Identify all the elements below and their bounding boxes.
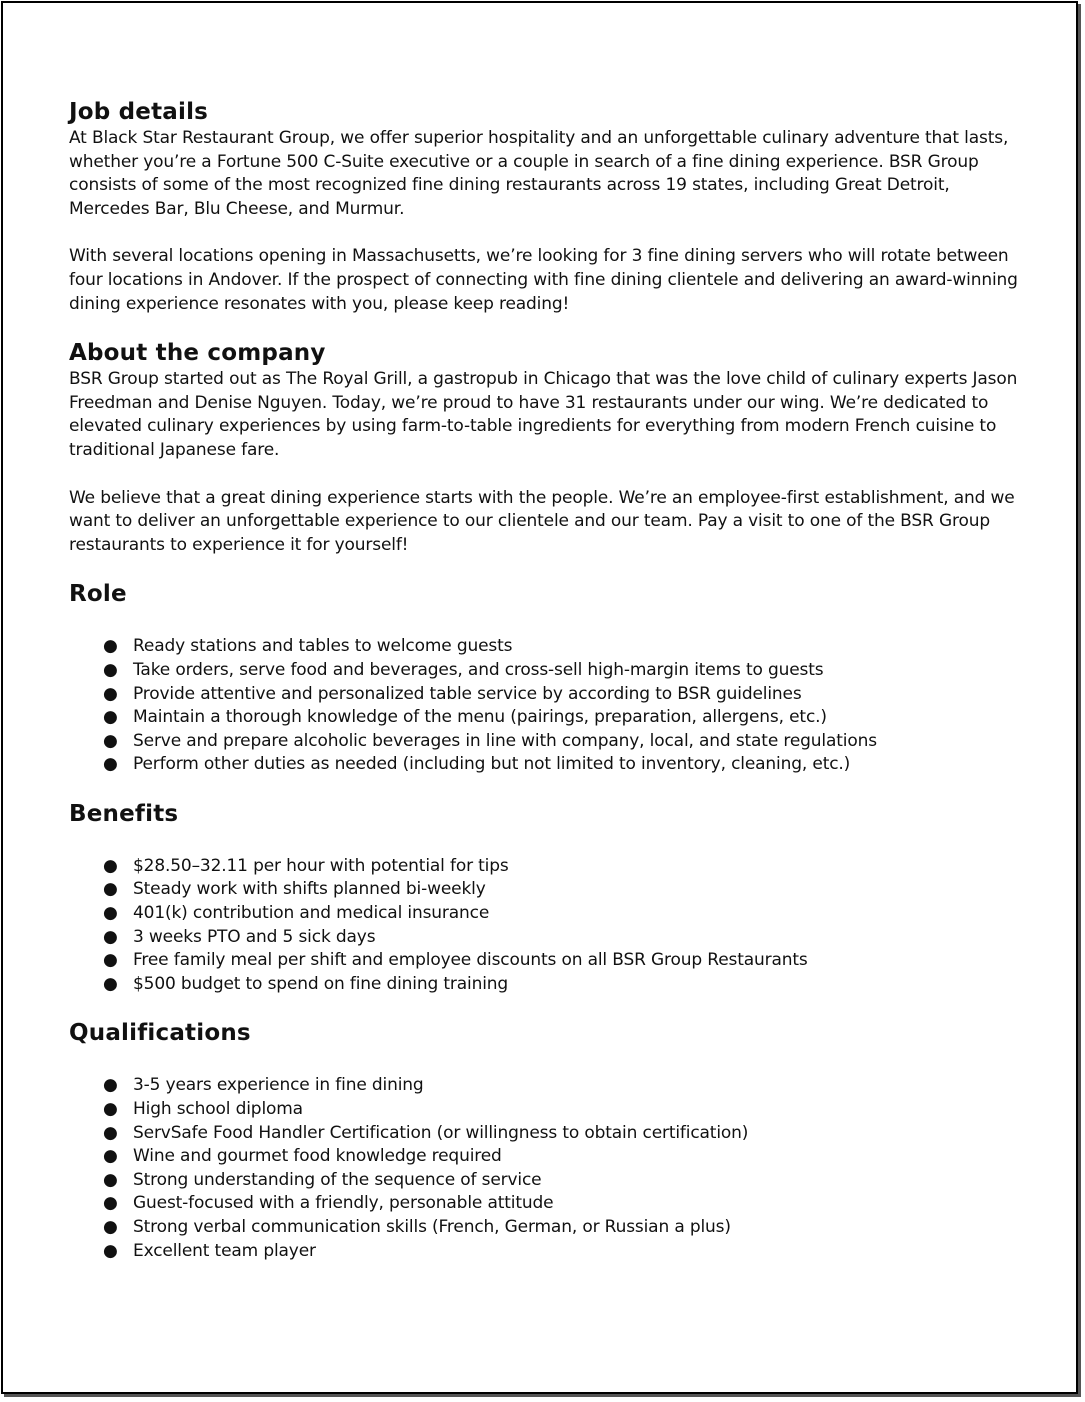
about-company-heading: About the company [69, 340, 326, 367]
benefits-list [69, 855, 1029, 997]
list-item: ● High school diploma [69, 1098, 1029, 1122]
bullet-icon: ● [103, 730, 118, 751]
list-item: ● Excellent team player [69, 1240, 1029, 1264]
bullet-icon: ● [103, 1146, 118, 1167]
bullet-icon: ● [103, 1193, 118, 1214]
list-item: ● ServSafe Food Handler Certification (or willingness to obtain certification) [69, 1122, 1029, 1146]
list-item: ● $28.50–32.11 per hour with potential for tips [69, 855, 1029, 879]
about-company-paragraph-1: BSR Group started out as The Royal Grill, a gastropub in Chicago that was the love child of culinary experts Jason Freedman and Denise Nguyen. Today, we’re proud to have 31 restaurants under our wing. We’re dedicated to elevated culinary experiences by using farm-to-table ingredients for everything from modern French cuisine to traditional Japanese fare. [69, 369, 1018, 460]
bullet-icon: ● [103, 1169, 118, 1190]
list-item: ● Maintain a thorough knowledge of the menu (pairings, preparation, allergens, etc.) [69, 706, 1029, 730]
about-company-paragraph-2: We believe that a great dining experience starts with the people. We’re an employee-first establishment, and we want to deliver an unforgettable experience to our clientele and our team. Pay a visit to one of the BSR Group restaurants to experience it for yourself! [69, 487, 1015, 555]
qualifications-heading: Qualifications [69, 1020, 251, 1047]
job-details-heading: Job details [69, 99, 209, 125]
bullet-icon: ● [103, 950, 118, 971]
list-item: ● Perform other duties as needed (including but not limited to inventory, cleaning, etc.) [69, 753, 1029, 777]
benefits-heading: Benefits [69, 800, 179, 827]
bullet-icon: ● [103, 754, 118, 775]
bullet-icon: ● [103, 855, 118, 876]
document-page [1, 1, 1078, 1394]
bullet-icon: ● [103, 1122, 118, 1143]
bullet-icon: ● [103, 1217, 118, 1237]
list-item: ● 3-5 years experience in fine dining [69, 1074, 1029, 1098]
job-details-paragraph-2: With several locations opening in Massachusetts, we’re looking for 3 fine dining servers who will rotate between four locations in Andover. If the prospect of connecting with fine dining clientele and delivering an award-winning dining experience resonates with you, please keep reading! [69, 246, 1018, 314]
bullet-icon: ● [103, 973, 118, 994]
role-heading: Role [69, 581, 127, 608]
list-item: ● Serve and prepare alcoholic beverages in line with company, local, and state regulations [69, 730, 1029, 754]
bullet-icon: ● [103, 659, 118, 680]
qualifications-list [69, 1074, 1029, 1263]
list-item: ● Take orders, serve food and beverages, and cross-sell high-margin items to guests [69, 659, 1029, 683]
list-item: ● 401(k) contribution and medical insurance [69, 902, 1029, 926]
list-item: ● Free family meal per shift and employee discounts on all BSR Group Restaurants [69, 949, 1029, 973]
list-item: ● Provide attentive and personalized table service by according to BSR guidelines [69, 683, 1029, 707]
list-item: ● 3 weeks PTO and 5 sick days [69, 926, 1029, 950]
list-item: ● Strong verbal communication skills (French, German, or Russian a plus) [69, 1216, 1029, 1240]
bullet-icon: ● [103, 926, 118, 947]
list-item: ● Steady work with shifts planned bi-weekly [69, 878, 1029, 902]
bullet-icon: ● [103, 1240, 118, 1261]
list-item: ● Guest-focused with a friendly, personable attitude [69, 1192, 1029, 1216]
bullet-icon: ● [103, 903, 118, 924]
list-item: ● Wine and gourmet food knowledge required [69, 1145, 1029, 1169]
bullet-icon: ● [103, 1099, 118, 1120]
bullet-icon: ● [103, 707, 118, 728]
list-item: ● $500 budget to spend on fine dining training [69, 973, 1029, 997]
bullet-icon: ● [103, 636, 118, 657]
list-item: ● Strong understanding of the sequence of service [69, 1169, 1029, 1193]
job-details-paragraph-1: At Black Star Restaurant Group, we offer superior hospitality and an unforgettable culinary adventure that lasts, whether you’re a Fortune 500 C-Suite executive or a couple in search of a fine dining experience. BSR Group consists of some of the most recognized fine dining restaurants across 19 states, including Great Detroit, Mercedes Bar, Blu Cheese, and Murmur. [69, 128, 1009, 219]
list-item: ● Ready stations and tables to welcome guests [69, 635, 1029, 659]
bullet-icon: ● [103, 683, 118, 704]
document-content [69, 97, 1029, 1263]
role-list [69, 635, 1029, 777]
bullet-icon: ● [103, 879, 118, 900]
bullet-icon: ● [103, 1075, 118, 1096]
